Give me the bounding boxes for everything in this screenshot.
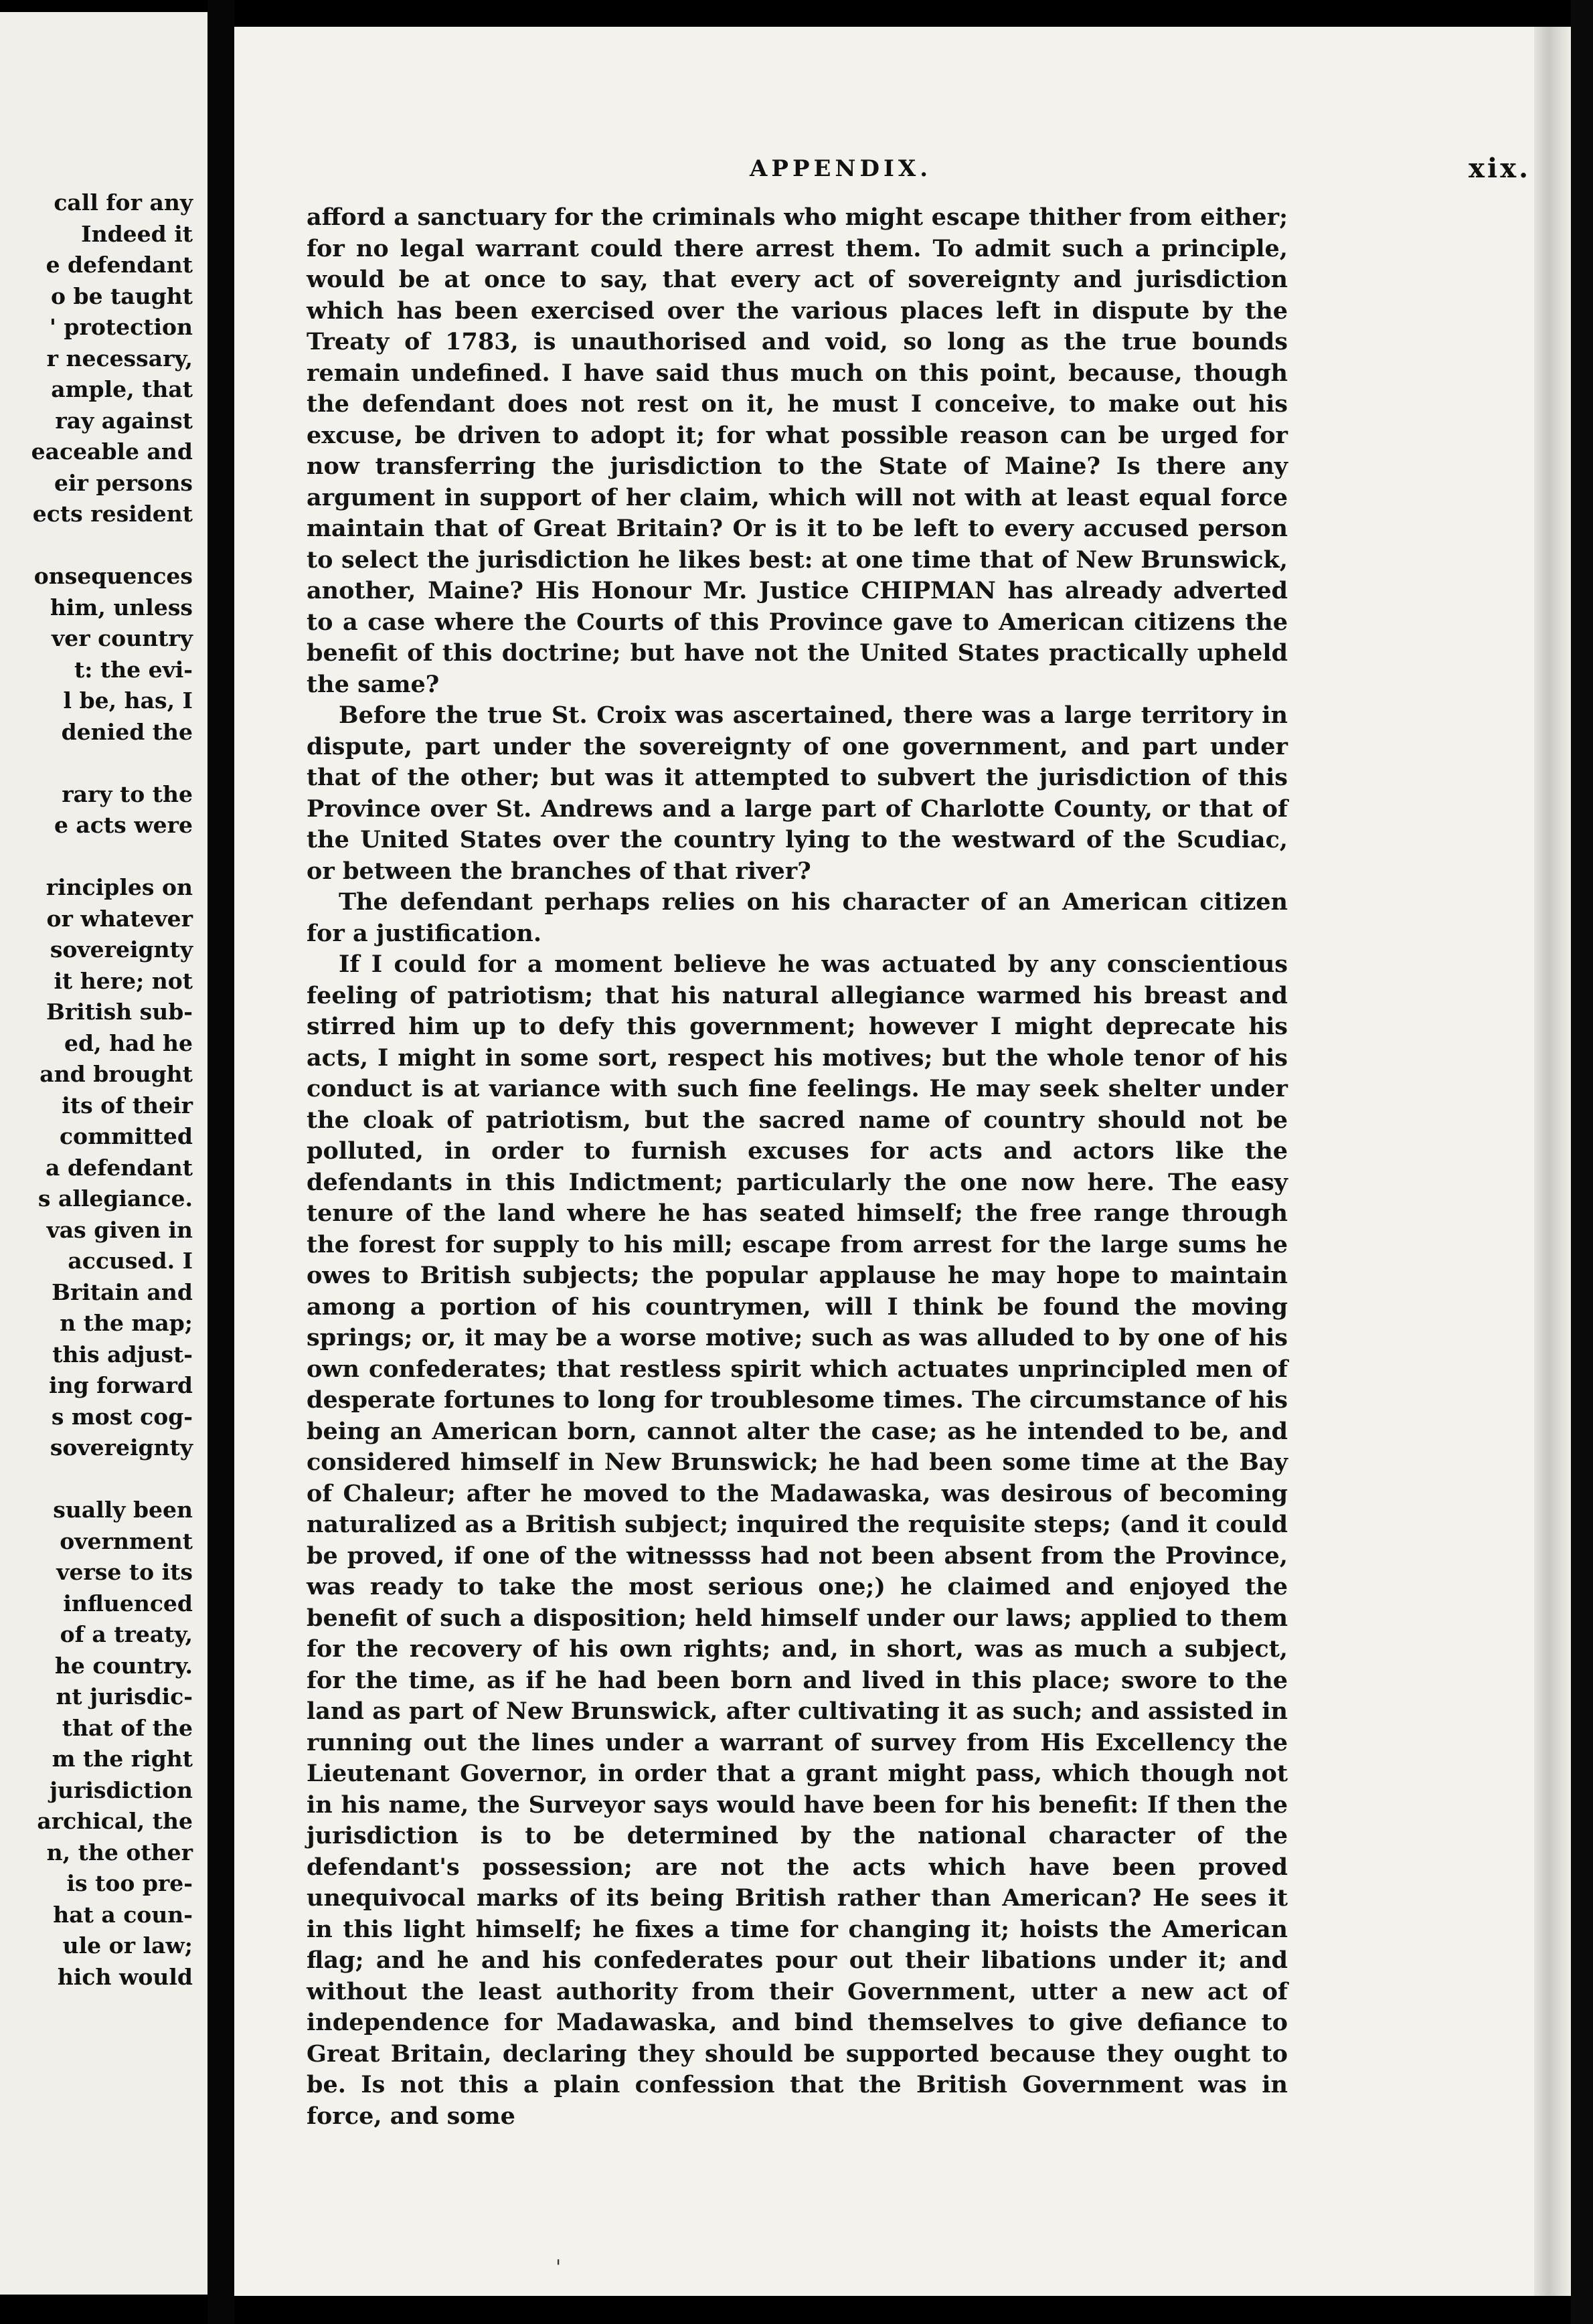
paragraph: Before the true St. Croix was ascertained, there was a large territory in dispute, part under the sovereignty of one government, and part under that of the other; but was it attempted to subvert the jurisdiction of this Province over St. Andrews and a large part of Charlotte County, or that of the United States over the country lying to the westward of the Scudiac, or between the branches of that river?	[307, 701, 1288, 885]
left-page-line: a defendant	[46, 1154, 193, 1181]
page-number: xix.	[1469, 153, 1531, 184]
left-page-line: m the right	[52, 1746, 193, 1772]
left-page-line: onsequences	[33, 563, 193, 589]
left-page-line: or whatever	[46, 905, 193, 932]
footer-mark: '	[556, 2256, 562, 2279]
left-page-line: vas given in	[46, 1216, 193, 1243]
left-page-line: s allegiance.	[37, 1185, 193, 1212]
left-page-line: sovereignty	[50, 936, 193, 963]
left-page-line: is too pre-	[66, 1870, 193, 1896]
left-page-line: Indeed it	[81, 220, 193, 247]
left-page-line: ed, had he	[64, 1029, 193, 1056]
left-page-line: British sub-	[46, 999, 193, 1025]
left-page-line: e acts were	[54, 812, 193, 838]
left-page-line: denied the	[61, 718, 193, 745]
running-head-title: APPENDIX.	[750, 155, 932, 182]
running-head	[234, 155, 1581, 195]
left-page	[0, 12, 207, 2295]
page-fold	[1534, 27, 1571, 2296]
left-page-line: jurisdiction	[50, 1776, 193, 1803]
left-page-line: eir persons	[54, 469, 193, 496]
left-page-line: rinciples on	[46, 874, 193, 900]
left-page-text	[0, 187, 193, 1993]
left-page-line: ver country	[52, 625, 193, 651]
left-page-line: o be taught	[51, 282, 193, 309]
left-page-line: e defendant	[46, 252, 193, 278]
left-page-line: accused. I	[68, 1248, 193, 1274]
left-page-line: ects resident	[32, 501, 193, 527]
paragraph: afford a sanctuary for the criminals who might escape thither from either; for no legal warrant could there arrest them. To admit such a principle, would be at once to say, that every act of sovereignty and jurisdiction which has been exercised over the various places left in dispute by the Treaty of 1783, is unauthorised and void, so long as the true bounds remain undefined. I have said thus much on this point, because, though the defendant does not rest on it, he must I conceive, to make out his excuse, be driven to adopt it; for what possible reason can be urged for now transferring the jurisdiction to the State of Maine? Is there any argument in support of her claim, which will not with at least equal force maintain that of Great Britain? Or is it to be left to every accused person to select the jurisdiction he likes best: at one time that of New Brunswick, another, Maine? His Honour Mr. Justice CHIPMAN has already adverted to a case where the Courts of this Province gave to American citizens the benefit of this doctrine; but have not the United States practically upheld the same?	[307, 203, 1288, 698]
left-page-line: eaceable and	[31, 438, 193, 465]
left-page-line: call for any	[54, 189, 193, 216]
left-page-line: rary to the	[62, 780, 193, 807]
left-page-line: ule or law;	[62, 1932, 193, 1959]
left-page-line: Britain and	[52, 1278, 193, 1305]
left-page-line: nt jurisdic-	[56, 1683, 193, 1710]
left-page-line: of a treaty,	[60, 1621, 193, 1647]
left-page-line: ray against	[55, 407, 193, 434]
left-page-line: s most cog-	[51, 1403, 193, 1430]
left-page-line	[0, 841, 193, 873]
left-page-line: l be, has, I	[63, 687, 193, 714]
left-page-line: sovereignty	[50, 1434, 193, 1461]
left-page-line: committed	[59, 1123, 193, 1149]
left-page-line: ample, that	[51, 376, 193, 402]
left-page-line: it here; not	[54, 967, 193, 994]
left-page-line: overnment	[60, 1527, 193, 1554]
right-page	[234, 27, 1581, 2296]
left-page-line: him, unless	[50, 594, 193, 620]
left-page-line: hat a coun-	[53, 1901, 193, 1928]
left-page-line: n, the other	[46, 1839, 193, 1865]
paragraph: The defendant perhaps relies on his character of an American citizen for a justification.	[307, 888, 1288, 947]
left-page-line: he country.	[54, 1652, 193, 1679]
left-page-line: this adjust-	[52, 1341, 193, 1367]
left-page-line: and brought	[39, 1061, 193, 1087]
left-page-line: n the map;	[60, 1310, 193, 1336]
left-page-line: t: the evi-	[74, 656, 193, 683]
left-page-line: verse to its	[56, 1559, 193, 1585]
left-page-line: ' protection	[49, 314, 193, 340]
left-page-line	[0, 1464, 193, 1495]
paragraph: If I could for a moment believe he was actuated by any conscientious feeling of patriotism; that his natural allegiance warmed his breast and stirred him up to defy this government; however I might deprecate his acts, I might in some sort, respect his motives; but the whole tenor of his conduct is at variance with such fine feelings. He may seek shelter under the cloak of patriotism, but the sacred name of country should not be polluted, in order to furnish excuses for acts and actors like the defendants in this Indictment; particularly the one now here. The easy tenure of the land where he has seated himself; the free range through the forest for supply to his mill; escape from arrest for the large sums he owes to British subjects; the popular applause he may hope to maintain among a portion of his countrymen, will I think be found the moving springs; or, it may be a worse motive; such as was alluded to by one of his own confederates; that restless spirit which actuates unprincipled men of desperate fortunes to long for troublesome times. The circumstance of his being an American born, cannot alter the case; as he intended to be, and considered himself in New Brunswick; he had been some time at the Bay of Chaleur; after he moved to the Madawaska, was desirous of becoming naturalized as a British subject; inquired the requisite steps; (and it could be proved, if one of the witnessss had not been absent from the Province, was ready to take the most serious one;) he claimed and enjoyed the benefit of such a disposition; held himself under our laws; applied to them for the recovery of his own rights; and, in short, was as much a subject, for the time, as if he had been born and lived in this place; swore to the land as part of New Brunswick, after cultivating it as such; and assisted in running out the lines under a warrant of survey from His Excellency the Lieutenant Governor, in order that a grant might pass, which though not in his name, the Surveyor says would have been for his benefit: If then the jurisdiction is to be determined by the national character of the defendant's possession; are not the acts which have been proved unequivocal marks of its being British rather than American? He sees it in this light himself; he fixes a time for changing it; hoists the American flag; and he and his confederates pour out their libations under it; and without the least authority from their Government, utter a new act of independence for Madawaska, and bind themselves to give defiance to Great Britain, declaring they should be supported because they ought to be. Is not this a plain confession that the British Government was in force, and some	[307, 950, 1288, 2130]
book-gutter	[207, 0, 234, 2324]
left-page-line: influenced	[63, 1590, 193, 1616]
left-page-line: ing forward	[49, 1372, 193, 1398]
left-page-line: that of the	[62, 1714, 193, 1741]
left-page-line	[0, 748, 193, 779]
body-text	[307, 202, 1288, 2132]
left-page-line	[0, 530, 193, 562]
left-page-line: its of their	[62, 1092, 193, 1118]
left-page-line: sually been	[53, 1497, 193, 1523]
left-page-line: hich would	[57, 1963, 193, 1990]
left-page-line: archical, the	[37, 1808, 193, 1834]
left-page-line: r necessary,	[46, 345, 193, 371]
page-edge	[1571, 0, 1593, 2324]
